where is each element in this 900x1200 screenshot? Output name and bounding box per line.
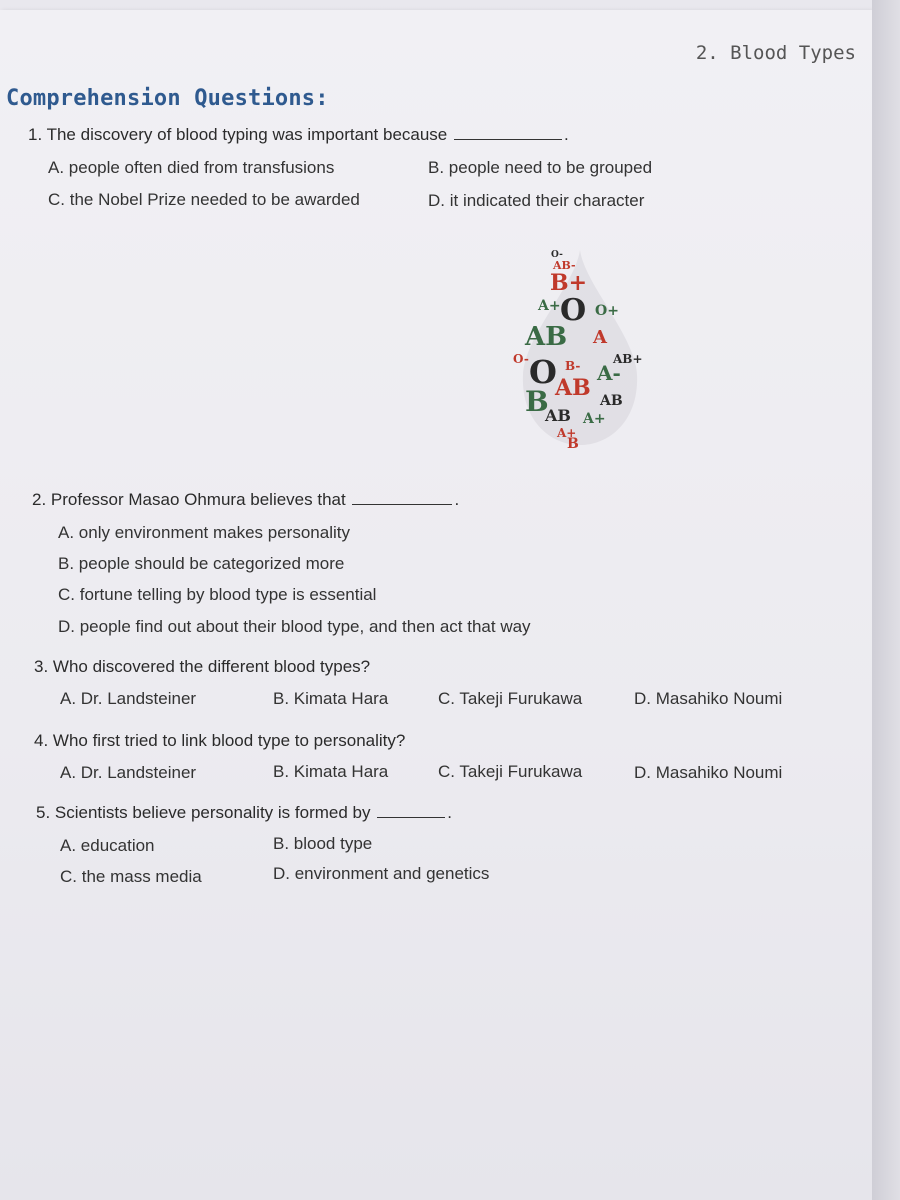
drop-label: AB [545, 406, 571, 425]
q4-option-b[interactable]: B. Kimata Hara [273, 762, 389, 781]
drop-label: O [529, 353, 557, 391]
q3-option-d[interactable]: D. Masahiko Noumi [634, 689, 783, 708]
drop-label: O [560, 293, 587, 328]
drop-label: AB+ [613, 352, 643, 366]
answer-blank-2[interactable] [352, 503, 452, 505]
question-2-stem: 2. Professor Masao Ohmura believes that [32, 490, 346, 509]
drop-label: AB- [553, 259, 576, 272]
drop-label: O- [551, 250, 563, 260]
answer-blank-1[interactable] [454, 138, 562, 140]
q4-option-d[interactable]: D. Masahiko Noumi [634, 763, 783, 782]
q4-option-c[interactable]: C. Takeji Furukawa [438, 762, 583, 781]
q2-option-b[interactable]: B. people should be categorized more [58, 554, 345, 573]
q1-option-b[interactable]: B. people need to be grouped [428, 158, 653, 177]
question-4-stem: 4. Who first tried to link blood type to personality? [34, 731, 406, 750]
drop-label: A+ [538, 298, 561, 314]
question-5-stem: 5. Scientists believe personality is formed by [36, 803, 371, 822]
page-edge [872, 0, 900, 1200]
q1-option-c[interactable]: C. the Nobel Prize needed to be awarded [48, 190, 360, 209]
q5-option-c[interactable]: C. the mass media [60, 867, 202, 886]
q2-option-a[interactable]: A. only environment makes personality [58, 523, 350, 542]
question-5: 5. Scientists believe personality is formed by . [36, 803, 452, 822]
q5-option-a[interactable]: A. education [60, 836, 155, 855]
q5-option-b[interactable]: B. blood type [273, 834, 373, 853]
drop-label: B [525, 385, 549, 418]
question-1-stem: 1. The discovery of blood typing was important because [28, 125, 448, 144]
drop-label: AB [555, 375, 591, 401]
answer-blank-5[interactable] [377, 816, 445, 818]
q3-option-a[interactable]: A. Dr. Landsteiner [60, 689, 197, 708]
drop-label: A- [597, 361, 621, 385]
blood-type-drop-illustration [505, 245, 655, 450]
q3-option-c[interactable]: C. Takeji Furukawa [438, 689, 583, 708]
q4-option-a[interactable]: A. Dr. Landsteiner [60, 763, 197, 782]
q2-option-c[interactable]: C. fortune telling by blood type is essential [58, 585, 377, 604]
question-4 [34, 731, 405, 751]
question-1: 1. The discovery of blood typing was important because . [28, 125, 569, 144]
drop-label: A [593, 327, 607, 348]
q1-option-d[interactable]: D. it indicated their character [428, 191, 645, 210]
question-3-stem: 3. Who discovered the different blood types? [34, 657, 371, 676]
drop-label: B [567, 436, 579, 450]
question-3 [34, 657, 370, 677]
drop-label: AB [525, 322, 568, 352]
chapter-heading: 2. Blood Types [695, 42, 856, 64]
drop-label: A+ [583, 411, 606, 427]
q3-option-b[interactable]: B. Kimata Hara [273, 689, 389, 708]
drop-label: A+ [557, 426, 577, 440]
q5-option-d[interactable]: D. environment and genetics [273, 864, 490, 883]
q1-option-a[interactable]: A. people often died from transfusions [48, 158, 335, 177]
drop-label: B+ [550, 270, 588, 296]
q2-option-d[interactable]: D. people find out about their blood type, and then act that way [58, 617, 531, 636]
drop-label: O+ [595, 303, 619, 319]
section-title: Comprehension Questions: [6, 86, 329, 111]
drop-label: O- [513, 352, 529, 366]
drop-label: B- [565, 359, 581, 373]
workbook-page [0, 10, 872, 1200]
drop-label: AB [600, 393, 623, 409]
question-2: 2. Professor Masao Ohmura believes that . [32, 490, 460, 509]
